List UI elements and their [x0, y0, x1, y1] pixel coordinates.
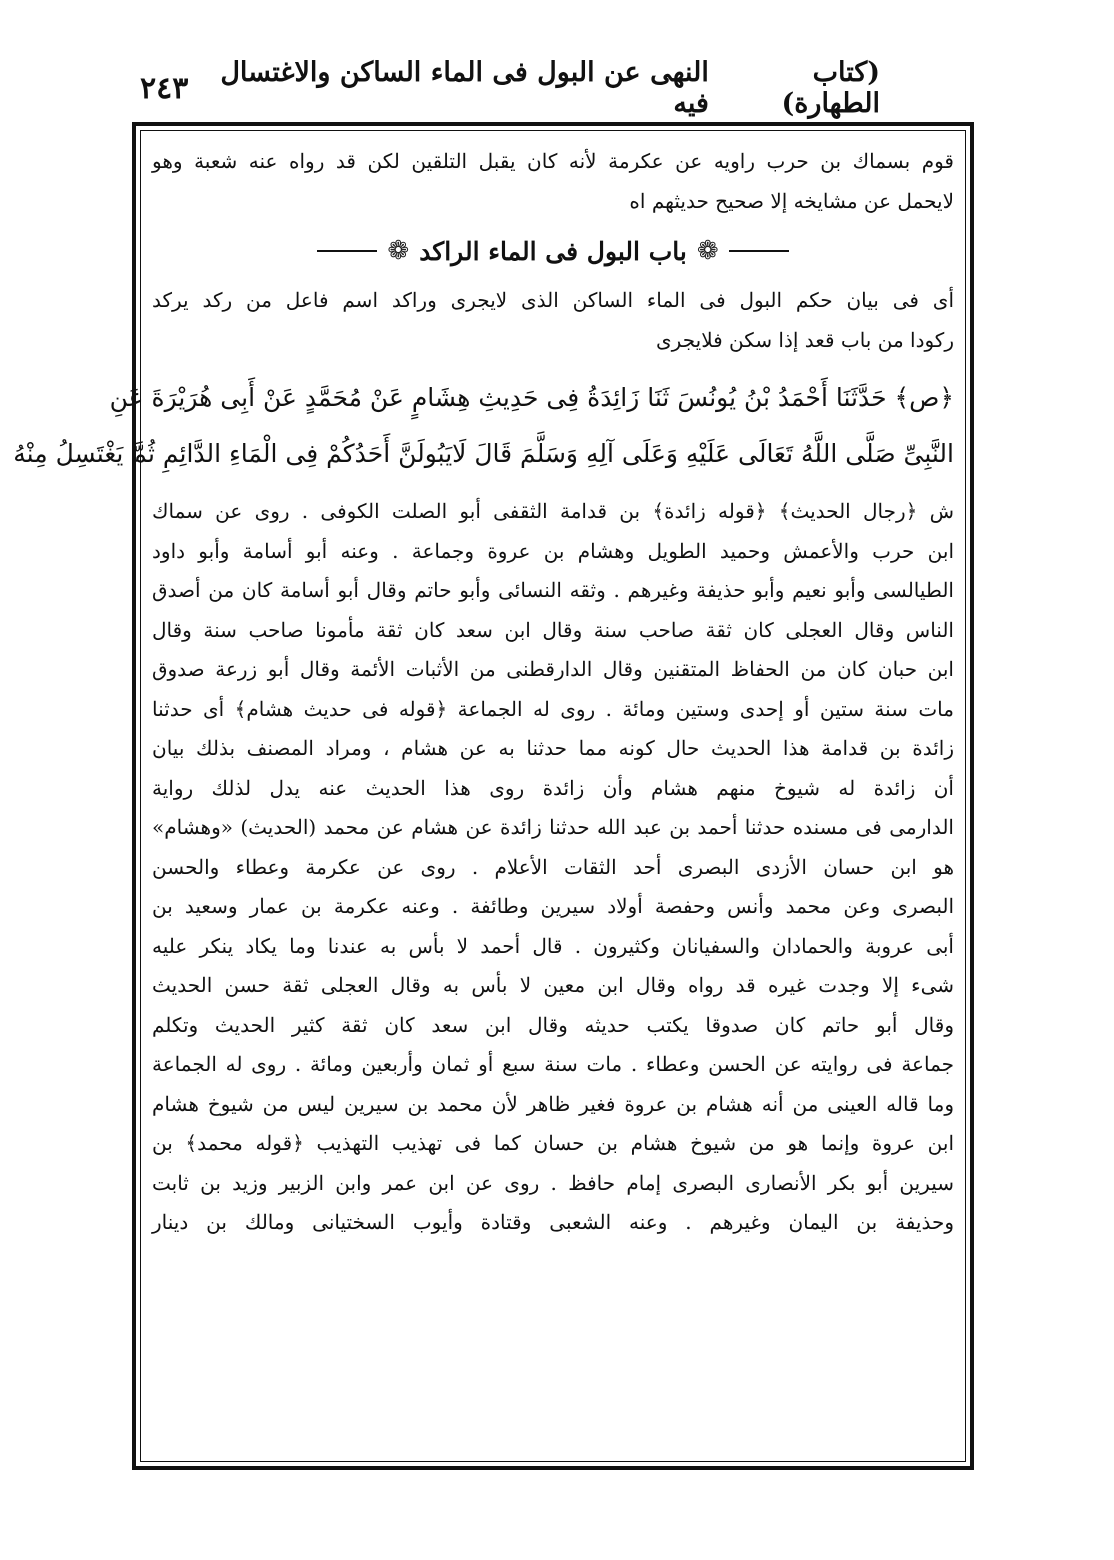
section-title: باب البول فى الماء الراكد [419, 236, 687, 266]
commentary-line: الناس وقال العجلى كان ثقة صاحب سنة وقال ابن سعد كان ثقة مأمونا صاحب سنة وقال [152, 617, 954, 642]
commentary-line: أبى عروبة والحمادان والسفيانان وكثيرون . قال أحمد لا بأس به عندنا وما يكاد ينكر عليه [152, 933, 954, 958]
commentary-line: ابن حرب والأعمش وحميد الطويل وهشام بن عروة وجماعة . وعنه أبو أسامة وأبو داود [152, 538, 954, 563]
commentary-line: شىء إلا وجدت غيره قد رواه وقال ابن معين لا بأس به وقال العجلى ثقة حسن الحديث [152, 973, 954, 997]
commentary-line: هو ابن حسان الأزدى البصرى أحد الثقات الأعلام . روى عن عكرمة وعطاء والحسن [152, 854, 954, 879]
spacer [152, 360, 954, 370]
commentary-line: وحذيفة بن اليمان وغيرهم . وعنه الشعبى وقتادة وأيوب السختيانى ومالك بن دينار [152, 1210, 954, 1234]
commentary-line: جماعة فى روايته عن الحسن وعطاء . مات سنة سبع أو ثمان وأربعين ومائة . روى له الجماعة [152, 1052, 954, 1076]
commentary-line: ش ﴿رجال الحديث﴾ ﴿قوله زائدة﴾ بن قدامة الثقفى أبو الصلت الكوفى . روى عن سماك [152, 499, 954, 523]
intro-paragraph [152, 142, 954, 221]
hadith-line: ﴿ص﴾ حَدَّثَنَا أَحْمَدُ بْنُ يُونُسَ ثَنَا زَائِدَةُ فِى حَدِيثِ هِشَامٍ عَنْ مُحَمَّدٍ عَنْ أَبِى هُرَيْرَةَ عَنِ [109, 383, 954, 412]
commentary-line: الدارمى فى مسنده حدثنا أحمد بن عبد الله حدثنا زائدة عن هشام عن محمد (الحديث) «وهشام» [152, 815, 954, 839]
commentary-line: وما قاله العينى من أنه هشام بن عروة فغير ظاهر لأن محمد بن سيرين ليس من شيوخ هشام [152, 1091, 954, 1116]
commentary-paragraph [152, 492, 954, 1243]
heading-rule-left [317, 250, 377, 252]
section-heading [152, 221, 954, 281]
header-book-title: (كتاب الطهارة) [781, 57, 880, 119]
commentary-line: ابن حبان كان من الحفاظ المتقنين وقال الدارقطنى من الأثبات الأئمة وقال أبو زرعة صدوق [152, 657, 954, 681]
ornament-icon: ❁ [387, 236, 410, 266]
commentary-line: سيرين أبو بكر الأنصارى البصرى إمام حافظ . روى عن ابن عمر وابن الزبير وزيد بن ثابت [152, 1170, 954, 1195]
commentary-line: ابن عروة وإنما هو من شيوخ هشام بن حسان كما فى تهذيب التهذيب ﴿قوله محمد﴾ بن [152, 1131, 954, 1155]
ornament-icon: ❁ [696, 236, 719, 266]
commentary-line: الطيالسى وأبو نعيم وأبو حذيفة وغيرهم . وثقه النسائى وأبو حاتم وقال أبو أسامة كان من أصدق [152, 578, 954, 602]
text-line: أى فى بيان حكم البول فى الماء الساكن الذى لايجرى وراكد اسم فاعل من ركد يركد [152, 288, 954, 312]
running-header [140, 57, 880, 119]
hadith-text [13, 370, 954, 482]
commentary-line: مات سنة ستين أو إحدى وستين ومائة . روى له الجماعة ﴿قوله فى حديث هشام﴾ أى حدثنا [152, 696, 954, 721]
spacer [152, 482, 954, 492]
page-body [13, 142, 954, 1243]
heading-rule-right [729, 250, 789, 252]
explanation-paragraph [152, 281, 954, 360]
page-number: ٢٤٣ [140, 70, 189, 106]
commentary-line: البصرى وعن محمد وأنس وحفصة أولاد سيرين وطائفة . وعنه عكرمة بن عمار وسعيد بن [152, 894, 954, 918]
commentary-line: وقال أبو حاتم كان صدوقا يكتب حديثه وقال ابن سعد كان ثقة كثير الحديث وتكلم [152, 1012, 954, 1037]
commentary-line: زائدة بن قدامة هذا الحديث حال كونه مما حدثنا به عن هشام ، ومراد المصنف بذلك بيان [152, 736, 954, 760]
text-line: لايحمل عن مشايخه إلا صحيح حديثهم اه [629, 188, 954, 213]
text-line: قوم بسماك بن حرب راويه عن عكرمة لأنه كان يقبل التلقين لكن قد رواه عنه شعبة وهو [152, 149, 954, 173]
header-chapter-title: النهى عن البول فى الماء الساكن والاغتسال فيه [220, 57, 709, 119]
text-line: ركودا من باب قعد إذا سكن فلايجرى [656, 327, 954, 352]
commentary-line: أن زائدة له شيوخ منهم هشام وأن زائدة روى هذا الحديث عنه يدل لذلك رواية [152, 775, 954, 800]
hadith-line: النَّبِىِّ صَلَّى اللَّهُ تَعَالَى عَلَيْهِ وَعَلَى آلِهِ وَسَلَّمَ قَالَ لَايَبُولَنَّ أَحَدُكُمْ فِى الْمَاءِ الدَّائِمِ ثُمَّ يَغْتَسِلُ مِنْهُ [13, 439, 954, 468]
